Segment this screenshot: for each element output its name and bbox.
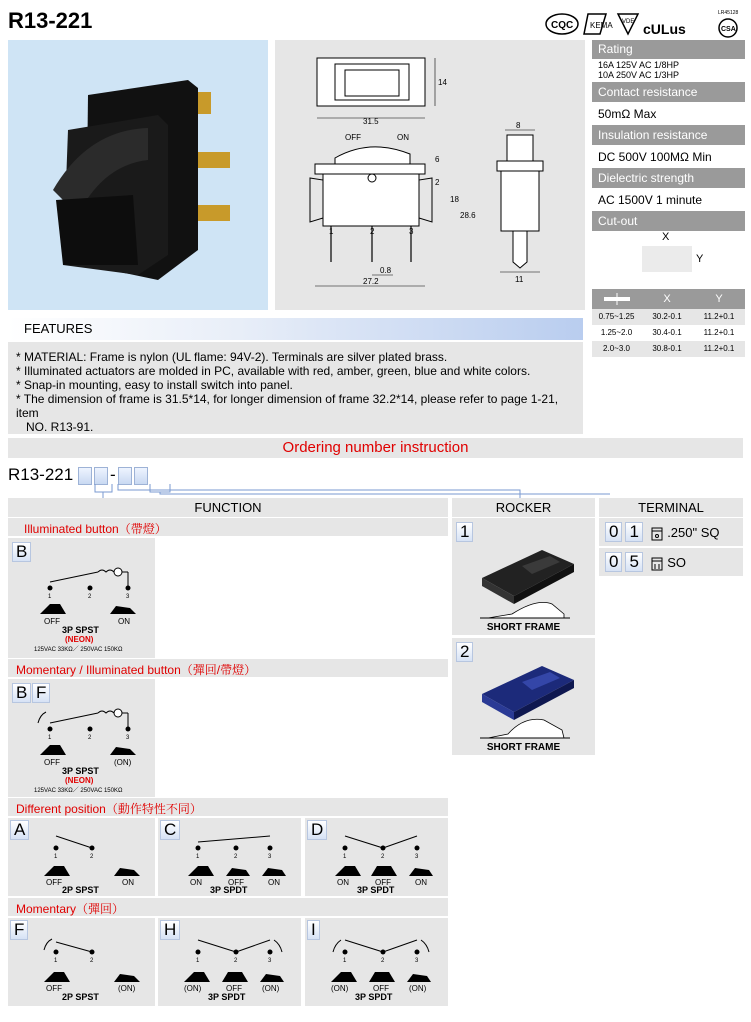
func-h-mid: OFF	[226, 984, 242, 993]
table-row-3-y: 11.2+0.1	[703, 344, 735, 353]
func-c-left: ON	[190, 878, 202, 887]
func-bf-rating: 125VAC 33KΩ／ 250VAC 150KΩ	[34, 788, 123, 794]
certification-logos	[540, 6, 745, 38]
cutout-y-label: Y	[696, 253, 704, 265]
table-row-2-t: 1.25~2.0	[600, 328, 633, 337]
terminal-01-card	[599, 518, 743, 546]
lr-number: LR45128	[718, 10, 739, 16]
func-d-mid: OFF	[375, 878, 391, 887]
table-row-1-x: 30.2-0.1	[652, 312, 682, 321]
dim-6: 6	[435, 155, 440, 164]
terminal-01-digit-1: 0	[605, 522, 622, 542]
feature-line-5: NO. R13-91.	[16, 420, 94, 434]
solder-terminal-icon	[650, 556, 664, 572]
table-row-2-y: 11.2+0.1	[703, 328, 735, 337]
func-a-card	[8, 818, 155, 896]
func-c-diagram	[158, 818, 301, 896]
func-bf-diagram	[8, 679, 155, 797]
rocker-1-label: SHORT FRAME	[486, 622, 561, 633]
function-code-box-2	[94, 467, 108, 485]
func-bf-neon: (NEON)	[65, 776, 94, 785]
dim-top-width: 31.5	[363, 117, 379, 126]
dimension-drawing	[275, 40, 585, 310]
product-photo	[8, 40, 268, 310]
rocker-2-card	[452, 638, 595, 755]
func-c-code: C	[160, 820, 180, 840]
features-body	[8, 342, 583, 434]
func-bf-type: 3P SPST	[62, 766, 99, 776]
func-f-code: F	[10, 920, 28, 940]
cert-logos-icon	[540, 6, 745, 38]
table-row-1-t: 0.75~1.25	[598, 312, 635, 321]
insulation-label: Insulation resistance	[592, 125, 745, 145]
func-c-type: 3P SPDT	[210, 885, 248, 895]
table-row-1-y: 11.2+0.1	[703, 312, 735, 321]
terminal-01-label: .250" SQ	[667, 525, 720, 540]
func-h-left: (ON)	[184, 984, 202, 993]
rocker-column-header: ROCKER	[452, 498, 595, 517]
func-b-pin3: 3	[126, 594, 130, 600]
cutout-label: Cut-out	[592, 211, 745, 231]
ordering-title: Ordering number instruction	[8, 438, 743, 458]
func-b-neon: (NEON)	[65, 635, 94, 644]
terminal-column-header: TERMINAL	[599, 498, 743, 517]
dim-side-11: 11	[515, 275, 524, 284]
func-bf-off: OFF	[44, 758, 60, 767]
func-bf-pin1: 1	[48, 735, 52, 741]
vde-logo-text: VDE	[622, 19, 635, 25]
func-c-pin1: 1	[196, 854, 200, 860]
func-i-left: (ON)	[331, 984, 349, 993]
func-h-type: 3P SPDT	[208, 992, 246, 1002]
section-illuminated: Illuminated button（帶燈）	[8, 518, 448, 536]
func-d-pin3: 3	[415, 854, 419, 860]
func-a-left: OFF	[46, 878, 62, 887]
func-h-pin3: 3	[268, 958, 272, 964]
func-b-type: 3P SPST	[62, 625, 99, 635]
func-bf-pin3: 3	[126, 735, 130, 741]
pin-1: 1	[329, 227, 334, 236]
func-f-diagram	[8, 918, 155, 1006]
dim-27-2: 27.2	[363, 277, 379, 286]
feature-line-1: * MATERIAL: Frame is nylon (UL flame: 94V-2). Terminals are silver plated brass.	[16, 350, 448, 364]
func-i-pin1: 1	[343, 958, 347, 964]
terminal-05-card	[599, 548, 743, 576]
func-i-card	[305, 918, 448, 1006]
func-d-right: ON	[415, 878, 427, 887]
func-h-pin1: 1	[196, 958, 200, 964]
func-f-card	[8, 918, 155, 1006]
func-c-pin3: 3	[268, 854, 272, 860]
dim-28-6: 28.6	[460, 211, 476, 220]
function-code-box-1	[78, 467, 92, 485]
rocker-1-card	[452, 518, 595, 635]
func-f-pin1: 1	[54, 958, 58, 964]
func-b-code: B	[12, 542, 31, 562]
cutout-x-label: X	[662, 231, 670, 243]
func-bf-code-2: F	[32, 683, 50, 703]
section-momentary-illuminated: Momentary / Illuminated button（彈回/帶燈）	[8, 659, 448, 677]
rating-value-1: 16A 125V AC 1/8HP	[598, 60, 680, 70]
func-a-pin2: 2	[90, 854, 94, 860]
rocker-1-code: 1	[456, 522, 473, 542]
func-i-right: (ON)	[409, 984, 427, 993]
func-c-right: ON	[268, 878, 280, 887]
thickness-icon	[592, 289, 641, 309]
rocker-switch-photo-icon	[8, 40, 268, 310]
section-momentary: Momentary（彈回）	[8, 898, 448, 916]
func-a-right: ON	[122, 878, 134, 887]
part-prefix: R13-221	[8, 465, 74, 484]
func-b-rating: 125VAC 33KΩ／ 250VAC 150KΩ	[34, 647, 123, 653]
func-f-type: 2P SPST	[62, 992, 99, 1002]
func-b-diagram	[8, 538, 155, 658]
dielectric-label: Dielectric strength	[592, 168, 745, 188]
func-i-code: I	[307, 920, 320, 940]
func-d-card	[305, 818, 448, 896]
func-a-type: 2P SPST	[62, 885, 99, 895]
rocker-2-image	[452, 638, 595, 755]
table-row-3-x: 30.8-0.1	[652, 344, 682, 353]
func-i-pin3: 3	[415, 958, 419, 964]
cutout-table	[592, 289, 745, 357]
func-bf-pin2: 2	[88, 735, 92, 741]
func-h-card	[158, 918, 301, 1006]
cqc-logo-text: CQC	[551, 20, 574, 31]
rating-label: Rating	[592, 40, 745, 59]
func-bf-on: (ON)	[114, 758, 132, 767]
func-d-type: 3P SPDT	[357, 885, 395, 895]
func-b-card	[8, 538, 155, 658]
rating-value-2: 10A 250V AC 1/3HP	[598, 70, 680, 80]
table-header-x: X	[663, 293, 671, 305]
func-i-type: 3P SPDT	[355, 992, 393, 1002]
func-d-pin1: 1	[343, 854, 347, 860]
func-d-left: ON	[337, 878, 349, 887]
label-off: OFF	[345, 133, 361, 142]
features-header	[8, 318, 583, 340]
spec-panel	[592, 40, 745, 360]
page-title: R13-221	[8, 8, 93, 33]
part-number-row	[8, 465, 148, 485]
feature-line-4: * The dimension of frame is 31.5*14, for longer dimension of frame 32.2*14, please refer to page 1-21, item	[16, 392, 559, 420]
feature-line-2: * Illuminated actuators are molded in PC, available with red, amber, green, blue and white colors.	[16, 364, 531, 378]
func-f-pin2: 2	[90, 958, 94, 964]
func-f-right: (ON)	[118, 984, 136, 993]
function-column-header: FUNCTION	[8, 498, 448, 517]
quick-connect-terminal-icon	[650, 526, 664, 542]
section-different-position: Different position（動作特性不同）	[8, 798, 448, 816]
terminal-05-digit-1: 0	[605, 552, 622, 572]
func-i-mid: OFF	[373, 984, 389, 993]
func-b-on: ON	[118, 617, 130, 626]
dielectric-value: AC 1500V 1 minute	[598, 193, 703, 207]
table-row-3-t: 2.0~3.0	[603, 344, 630, 353]
dim-18: 18	[450, 195, 459, 204]
ul-logo-text: cULus	[643, 21, 686, 37]
func-d-pin2: 2	[381, 854, 385, 860]
func-h-pin2: 2	[234, 958, 238, 964]
func-d-code: D	[307, 820, 327, 840]
dim-0-8: 0.8	[380, 266, 392, 275]
terminal-05-label: SO	[667, 555, 686, 570]
dim-2: 2	[435, 178, 440, 187]
pin-3: 3	[409, 227, 414, 236]
label-on: ON	[397, 133, 409, 142]
part-dash: -	[109, 465, 116, 484]
csa-logo-text: CSA	[721, 26, 736, 33]
technical-drawing	[275, 40, 585, 310]
dim-side-8: 8	[516, 121, 521, 130]
cutout-box	[642, 246, 692, 272]
terminal-01-digit-2: 1	[625, 522, 642, 542]
rocker-2-label: SHORT FRAME	[486, 742, 561, 753]
func-a-diagram	[8, 818, 155, 896]
features-title: FEATURES	[24, 321, 93, 336]
terminal-05-digit-2: 5	[625, 552, 642, 572]
rocker-2-code: 2	[456, 642, 473, 662]
pin-2: 2	[370, 227, 375, 236]
func-h-diagram	[158, 918, 301, 1006]
terminal-code-box-2	[134, 467, 148, 485]
func-c-card	[158, 818, 301, 896]
func-f-left: OFF	[46, 984, 62, 993]
func-d-diagram	[305, 818, 448, 896]
table-header-y: Y	[715, 293, 723, 305]
func-b-pin2: 2	[88, 594, 92, 600]
func-b-pin1: 1	[48, 594, 52, 600]
func-c-pin2: 2	[234, 854, 238, 860]
func-h-code: H	[160, 920, 180, 940]
contact-label: Contact resistance	[592, 82, 745, 102]
func-b-off: OFF	[44, 617, 60, 626]
insulation-value: DC 500V 100MΩ Min	[598, 150, 712, 164]
dim-top-height: 14	[438, 78, 447, 87]
func-bf-card	[8, 679, 155, 797]
func-bf-code-1: B	[12, 683, 31, 703]
func-i-pin2: 2	[381, 958, 385, 964]
feature-line-3: * Snap-in mounting, easy to install switch into panel.	[16, 378, 293, 392]
kema-logo-text: KEMA	[590, 21, 613, 30]
func-a-code: A	[10, 820, 29, 840]
func-c-mid: OFF	[228, 878, 244, 887]
terminal-code-box-1	[118, 467, 132, 485]
func-h-right: (ON)	[262, 984, 280, 993]
rocker-1-image	[452, 518, 595, 635]
table-row-2-x: 30.4-0.1	[652, 328, 682, 337]
contact-value: 50mΩ Max	[598, 107, 657, 121]
func-i-diagram	[305, 918, 448, 1006]
func-a-pin1: 1	[54, 854, 58, 860]
